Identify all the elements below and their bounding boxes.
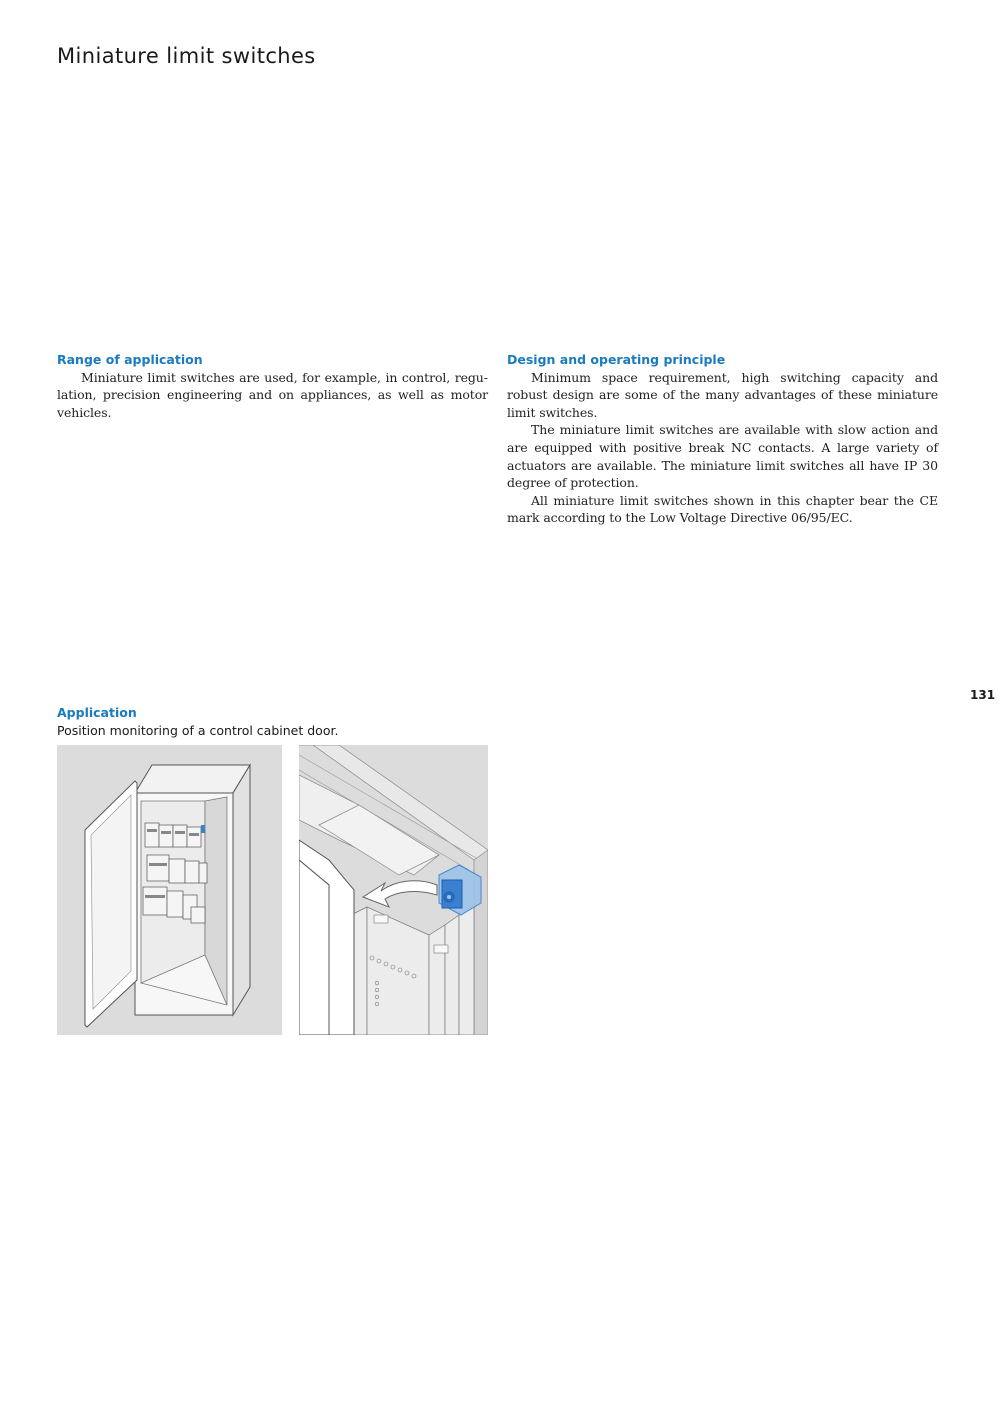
control-cabinet-open-door-illustration <box>57 745 282 1035</box>
application-heading: Application <box>57 705 137 720</box>
design-paragraph-1: Minimum space requirement, high switching capacity and robust design are some of the many advantages of these miniature limit switches. <box>507 369 938 420</box>
range-of-application-heading: Range of application <box>57 352 203 367</box>
range-of-application-section <box>57 351 488 421</box>
page-title: Miniature limit switches <box>57 44 316 68</box>
design-paragraph-2: The miniature limit switches are available with slow action and are equipped with positive break NC contacts. A large variety of actuators are available. The miniature limit switches all have IP 30 degree of protection. <box>507 422 938 491</box>
range-of-application-paragraph: Miniature limit switches are used, for example, in control, regulation, precision engineering and on appliances, as well as motor vehicles. <box>57 369 488 420</box>
limit-switch-closeup-illustration <box>299 745 488 1035</box>
cabinet-drawing <box>57 745 282 1035</box>
design-paragraph-3: All miniature limit switches shown in this chapter bear the CE mark according to the Low Voltage Directive 06/95/EC. <box>507 492 938 526</box>
design-section <box>507 351 938 527</box>
page-number: 131 <box>970 688 996 702</box>
switch-closeup-drawing <box>299 745 488 1035</box>
application-caption: Position monitoring of a control cabinet door. <box>57 723 339 738</box>
design-heading: Design and operating principle <box>507 352 726 367</box>
application-section <box>57 704 497 740</box>
